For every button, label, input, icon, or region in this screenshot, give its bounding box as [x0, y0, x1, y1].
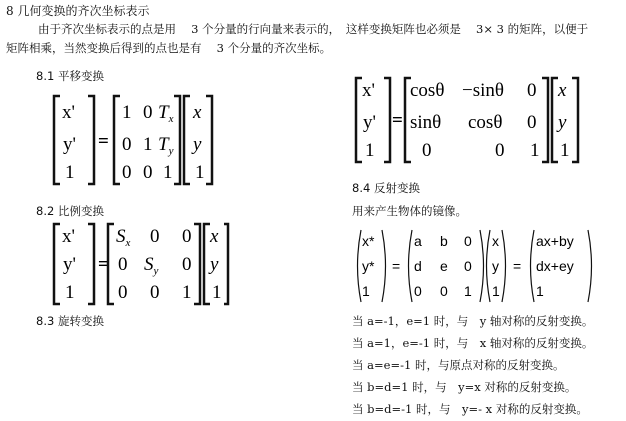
reflection-result-3: 1 — [536, 283, 544, 299]
reflection-m32: 0 — [440, 283, 448, 299]
intro-line-2: 矩阵相乘，当然变换后得到的点也是有 3 个分量的齐次坐标。 — [6, 41, 332, 55]
rotation-m13: 0 — [527, 80, 537, 101]
rotation-rhs-y: y — [558, 112, 567, 133]
scaling-lhs-y: y' — [63, 254, 76, 275]
reflection-vec-1: 1 — [492, 283, 500, 299]
reflection-lhs-y: y* — [362, 258, 375, 274]
scaling-rhs-1: 1 — [212, 282, 222, 303]
scaling-m21: 0 — [118, 254, 128, 275]
reflection-equation — [352, 226, 602, 306]
reflection-case-1: 当 a=-1，e=1 时，与 y 轴对称的反射变换。 — [352, 314, 594, 328]
reflection-m22: e — [440, 258, 448, 274]
reflection-m12: b — [440, 233, 448, 249]
translation-m22: 1 — [143, 134, 153, 155]
rotation-m31: 0 — [422, 140, 432, 161]
rotation-m12: −sinθ — [462, 80, 504, 101]
reflection-result-2: dx+ey — [536, 258, 574, 274]
translation-lhs-x: x' — [62, 102, 75, 123]
translation-m33: 1 — [163, 162, 173, 183]
reflection-case-2: 当 a=1，e=-1 时，与 x 轴对称的反射变换。 — [352, 336, 594, 350]
reflection-m11: a — [414, 233, 422, 249]
translation-rhs-1: 1 — [195, 162, 205, 183]
translation-rhs-y: y — [193, 134, 202, 155]
translation-m23: $T_y$ — [158, 134, 174, 157]
scaling-equation — [50, 218, 230, 310]
section-reflection-heading: 8.4 反射变换 — [352, 181, 420, 195]
rotation-m11: cosθ — [410, 80, 445, 101]
translation-equation — [50, 90, 220, 190]
reflection-m33: 1 — [464, 283, 472, 299]
reflection-lhs-1: 1 — [362, 283, 370, 299]
section-rotation-heading: 8.3 旋转变换 — [36, 314, 104, 328]
rotation-m33: 1 — [530, 140, 540, 161]
reflection-result-1: ax+by — [536, 233, 574, 249]
translation-m13: $T_x$ — [158, 102, 174, 125]
scaling-m13: 0 — [182, 226, 192, 247]
scaling-m33: 1 — [182, 282, 192, 303]
rotation-equation — [352, 72, 582, 168]
rotation-m23: 0 — [527, 112, 537, 133]
reflection-lhs-x: x* — [362, 233, 375, 249]
equals-sign: = — [392, 258, 401, 274]
translation-m32: 0 — [143, 162, 153, 183]
rotation-lhs-1: 1 — [365, 140, 375, 161]
scaling-m12: 0 — [150, 226, 160, 247]
scaling-rhs-x: x — [210, 226, 219, 247]
reflection-m31: 0 — [414, 283, 422, 299]
reflection-m23: 0 — [464, 258, 472, 274]
equals-sign: = — [392, 110, 403, 131]
reflection-description: 用来产生物体的镜像。 — [352, 204, 467, 218]
scaling-lhs-1: 1 — [65, 282, 75, 303]
scaling-m11: $S_x$ — [116, 226, 131, 249]
rotation-lhs-x: x' — [362, 80, 375, 101]
scaling-m32: 0 — [150, 282, 160, 303]
scaling-m22: $S_y$ — [144, 254, 159, 277]
translation-rhs-x: x — [193, 102, 202, 123]
reflection-vec-y: y — [492, 258, 499, 274]
rotation-lhs-y: y' — [363, 112, 376, 133]
reflection-m13: 0 — [464, 233, 472, 249]
translation-m11: 1 — [122, 102, 132, 123]
translation-m21: 0 — [122, 134, 132, 155]
rotation-m22: cosθ — [468, 112, 503, 133]
reflection-case-5: 当 b=d=-1 时，与 y=- x 对称的反射变换。 — [352, 402, 588, 416]
rotation-rhs-1: 1 — [560, 140, 570, 161]
page-title: 8 几何变换的齐次坐标表示 — [6, 4, 150, 18]
reflection-case-4: 当 b=d=1 时，与 y=x 对称的反射变换。 — [352, 380, 577, 394]
rotation-m21: sinθ — [410, 112, 442, 133]
reflection-case-3: 当 a=e=-1 时，与原点对称的反射变换。 — [352, 358, 565, 372]
rotation-rhs-x: x — [558, 80, 567, 101]
section-translation-heading: 8.1 平移变换 — [36, 69, 104, 83]
rotation-m32: 0 — [495, 140, 505, 161]
translation-m12: 0 — [143, 102, 153, 123]
translation-lhs-y: y' — [63, 134, 76, 155]
equals-sign: = — [98, 254, 109, 275]
scaling-m31: 0 — [118, 282, 128, 303]
translation-lhs-1: 1 — [65, 162, 75, 183]
reflection-vec-x: x — [492, 233, 499, 249]
equals-sign: = — [513, 258, 522, 274]
equals-sign: = — [98, 131, 109, 152]
scaling-rhs-y: y — [210, 254, 219, 275]
reflection-m21: d — [414, 258, 422, 274]
scaling-lhs-x: x' — [62, 226, 75, 247]
scaling-m23: 0 — [182, 254, 192, 275]
intro-line-1: 由于齐次坐标表示的点是用 3 个分量的行向量来表示的， 这样变换矩阵也必须是 3× 3 的矩阵，以便于 — [38, 22, 589, 36]
section-scaling-heading: 8.2 比例变换 — [36, 204, 104, 218]
translation-m31: 0 — [122, 162, 132, 183]
